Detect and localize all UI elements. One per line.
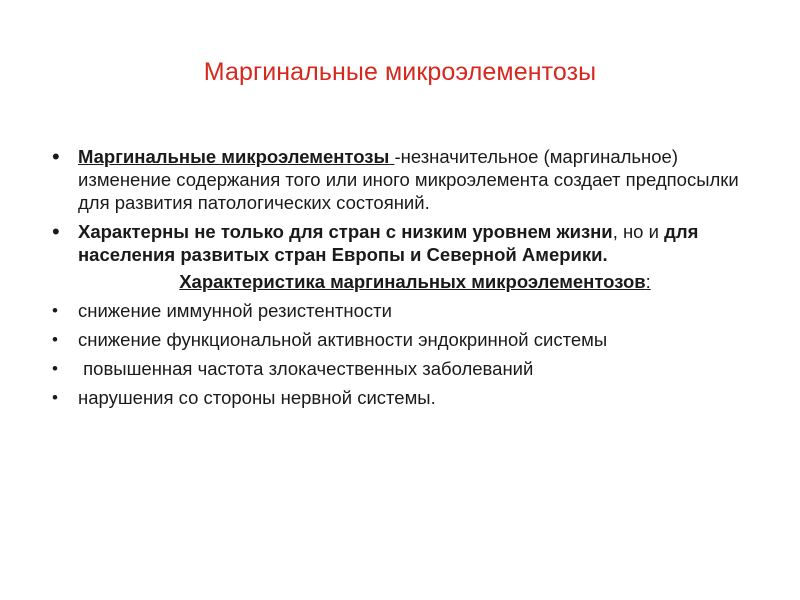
prevalence-part3: для населения развитых стран Европы и Северной Америки. <box>78 221 699 265</box>
characteristic-item <box>52 328 752 351</box>
definition-term: Маргинальные микроэлементозы <box>78 146 390 167</box>
bullet-icon: • <box>52 219 60 244</box>
characteristics-heading-colon: : <box>645 271 651 292</box>
definition-text: -незначительное (маргинальное) изменение содержания того или иного микроэлемента создает предпосылки для развития патологических состояний. <box>78 146 739 213</box>
characteristic-text: нарушения со стороны нервной системы. <box>78 387 436 408</box>
bullet-item-definition <box>52 145 752 214</box>
characteristic-text: повышенная частота злокачественных заболеваний <box>78 358 534 379</box>
slide-content <box>52 145 752 415</box>
bullet-icon: • <box>52 301 58 320</box>
bullet-icon: • <box>52 144 60 169</box>
characteristic-text: снижение иммунной резистентности <box>78 300 392 321</box>
characteristic-text: снижение функциональной активности эндокринной системы <box>78 329 608 350</box>
bullet-item-prevalence <box>52 220 752 266</box>
characteristics-heading <box>52 270 752 293</box>
slide-title: Маргинальные микроэлементозы <box>203 58 597 86</box>
characteristic-item <box>52 386 752 409</box>
characteristics-heading-text: Характеристика маргинальных микроэлементозов <box>179 271 646 292</box>
bullet-icon: • <box>52 388 58 407</box>
characteristic-item <box>52 299 752 322</box>
bullet-icon: • <box>52 330 58 349</box>
prevalence-part2: , но и <box>612 221 665 242</box>
characteristic-item <box>52 357 752 380</box>
prevalence-part1: Характерны не только для стран с низким уровнем жизни <box>78 221 613 242</box>
bullet-icon: • <box>52 359 58 378</box>
